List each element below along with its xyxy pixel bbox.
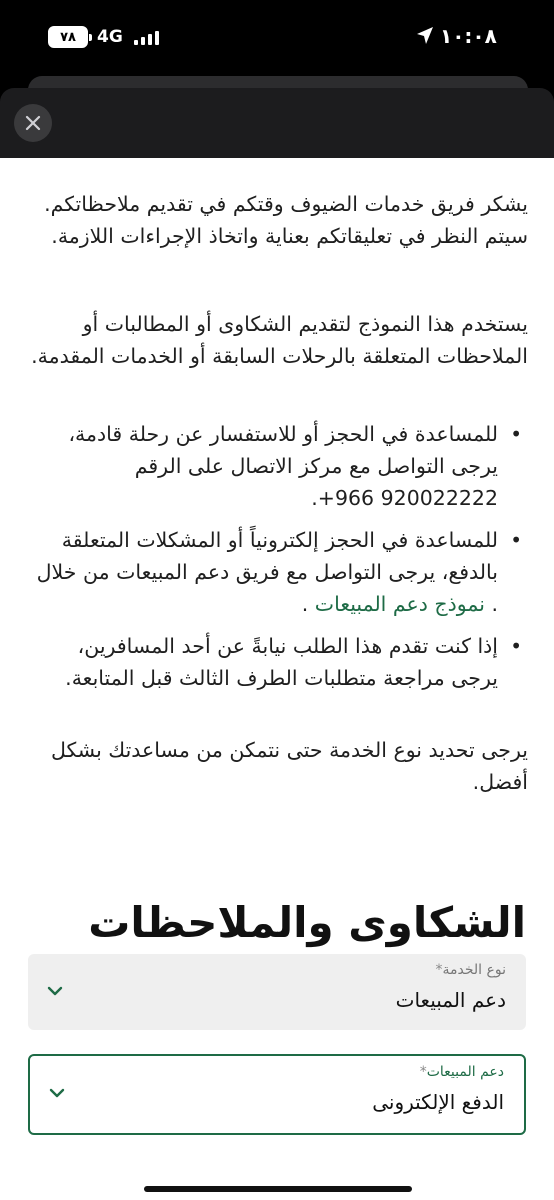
service-type-label: نوع الخدمة* (435, 962, 506, 978)
sheet-header (0, 88, 554, 160)
intro-paragraph: يشكر فريق خدمات الضيوف وقتكم في تقديم ملاحظاتكم. سيتم النظر في تعليقاتكم بعناية واتخاذ الإجراءات اللازمة. (44, 192, 528, 248)
form-content[interactable] (0, 158, 554, 1200)
bullet-booking: للمساعدة في الحجز أو للاستفسار عن رحلة قادمة، يرجى التواصل مع مركز الاتصال على الرقم 920022222 966+. (68, 422, 498, 510)
select-service-paragraph: يرجى تحديد نوع الخدمة حتى نتمكن من مساعدتك بشكل أفضل. (50, 738, 528, 794)
sales-support-select[interactable] (28, 1054, 526, 1135)
bullet-third-party: إذا كنت تقدم هذا الطلب نيابةً عن أحد المسافرين، يرجى مراجعة متطلبات الطرف الثالث قبل المتابعة. (65, 634, 498, 690)
bullet-payment-end: . (301, 592, 315, 616)
sales-support-label: دعم المبيعات* (419, 1064, 504, 1080)
close-icon (25, 115, 41, 131)
list-item (28, 630, 528, 694)
page-title: الشكاوى والملاحظات (88, 898, 526, 947)
bullet-payment: للمساعدة في الحجز إلكترونياً أو المشكلات المتعلقة بالدفع، يرجى التواصل مع فريق دعم المبيعات من خلال . (36, 528, 498, 616)
service-type-value: دعم المبيعات (395, 988, 506, 1012)
sales-support-value: الدفع الإلكترونى (372, 1090, 504, 1114)
service-type-select[interactable] (28, 954, 526, 1030)
status-bar (0, 0, 554, 74)
chevron-down-icon (46, 984, 64, 998)
signal-icon (134, 29, 159, 45)
status-time: ١٠:٠٨ (440, 24, 497, 48)
sales-support-form-link[interactable]: نموذج دعم المبيعات (314, 592, 485, 616)
purpose-paragraph: يستخدم هذا النموذج لتقديم الشكاوى أو المطالبات أو الملاحظات المتعلقة بالرحلات السابقة أو الخدمات المقدمة. (31, 312, 528, 368)
location-arrow-icon (416, 26, 434, 50)
battery-icon (48, 26, 88, 48)
list-item (28, 418, 528, 514)
home-indicator[interactable] (144, 1186, 412, 1192)
list-item (28, 524, 528, 620)
chevron-down-icon (48, 1086, 66, 1100)
close-button[interactable] (14, 104, 52, 142)
help-list (28, 418, 528, 704)
battery-level: ٧٨ (60, 29, 76, 45)
network-type: 4G (97, 27, 123, 47)
